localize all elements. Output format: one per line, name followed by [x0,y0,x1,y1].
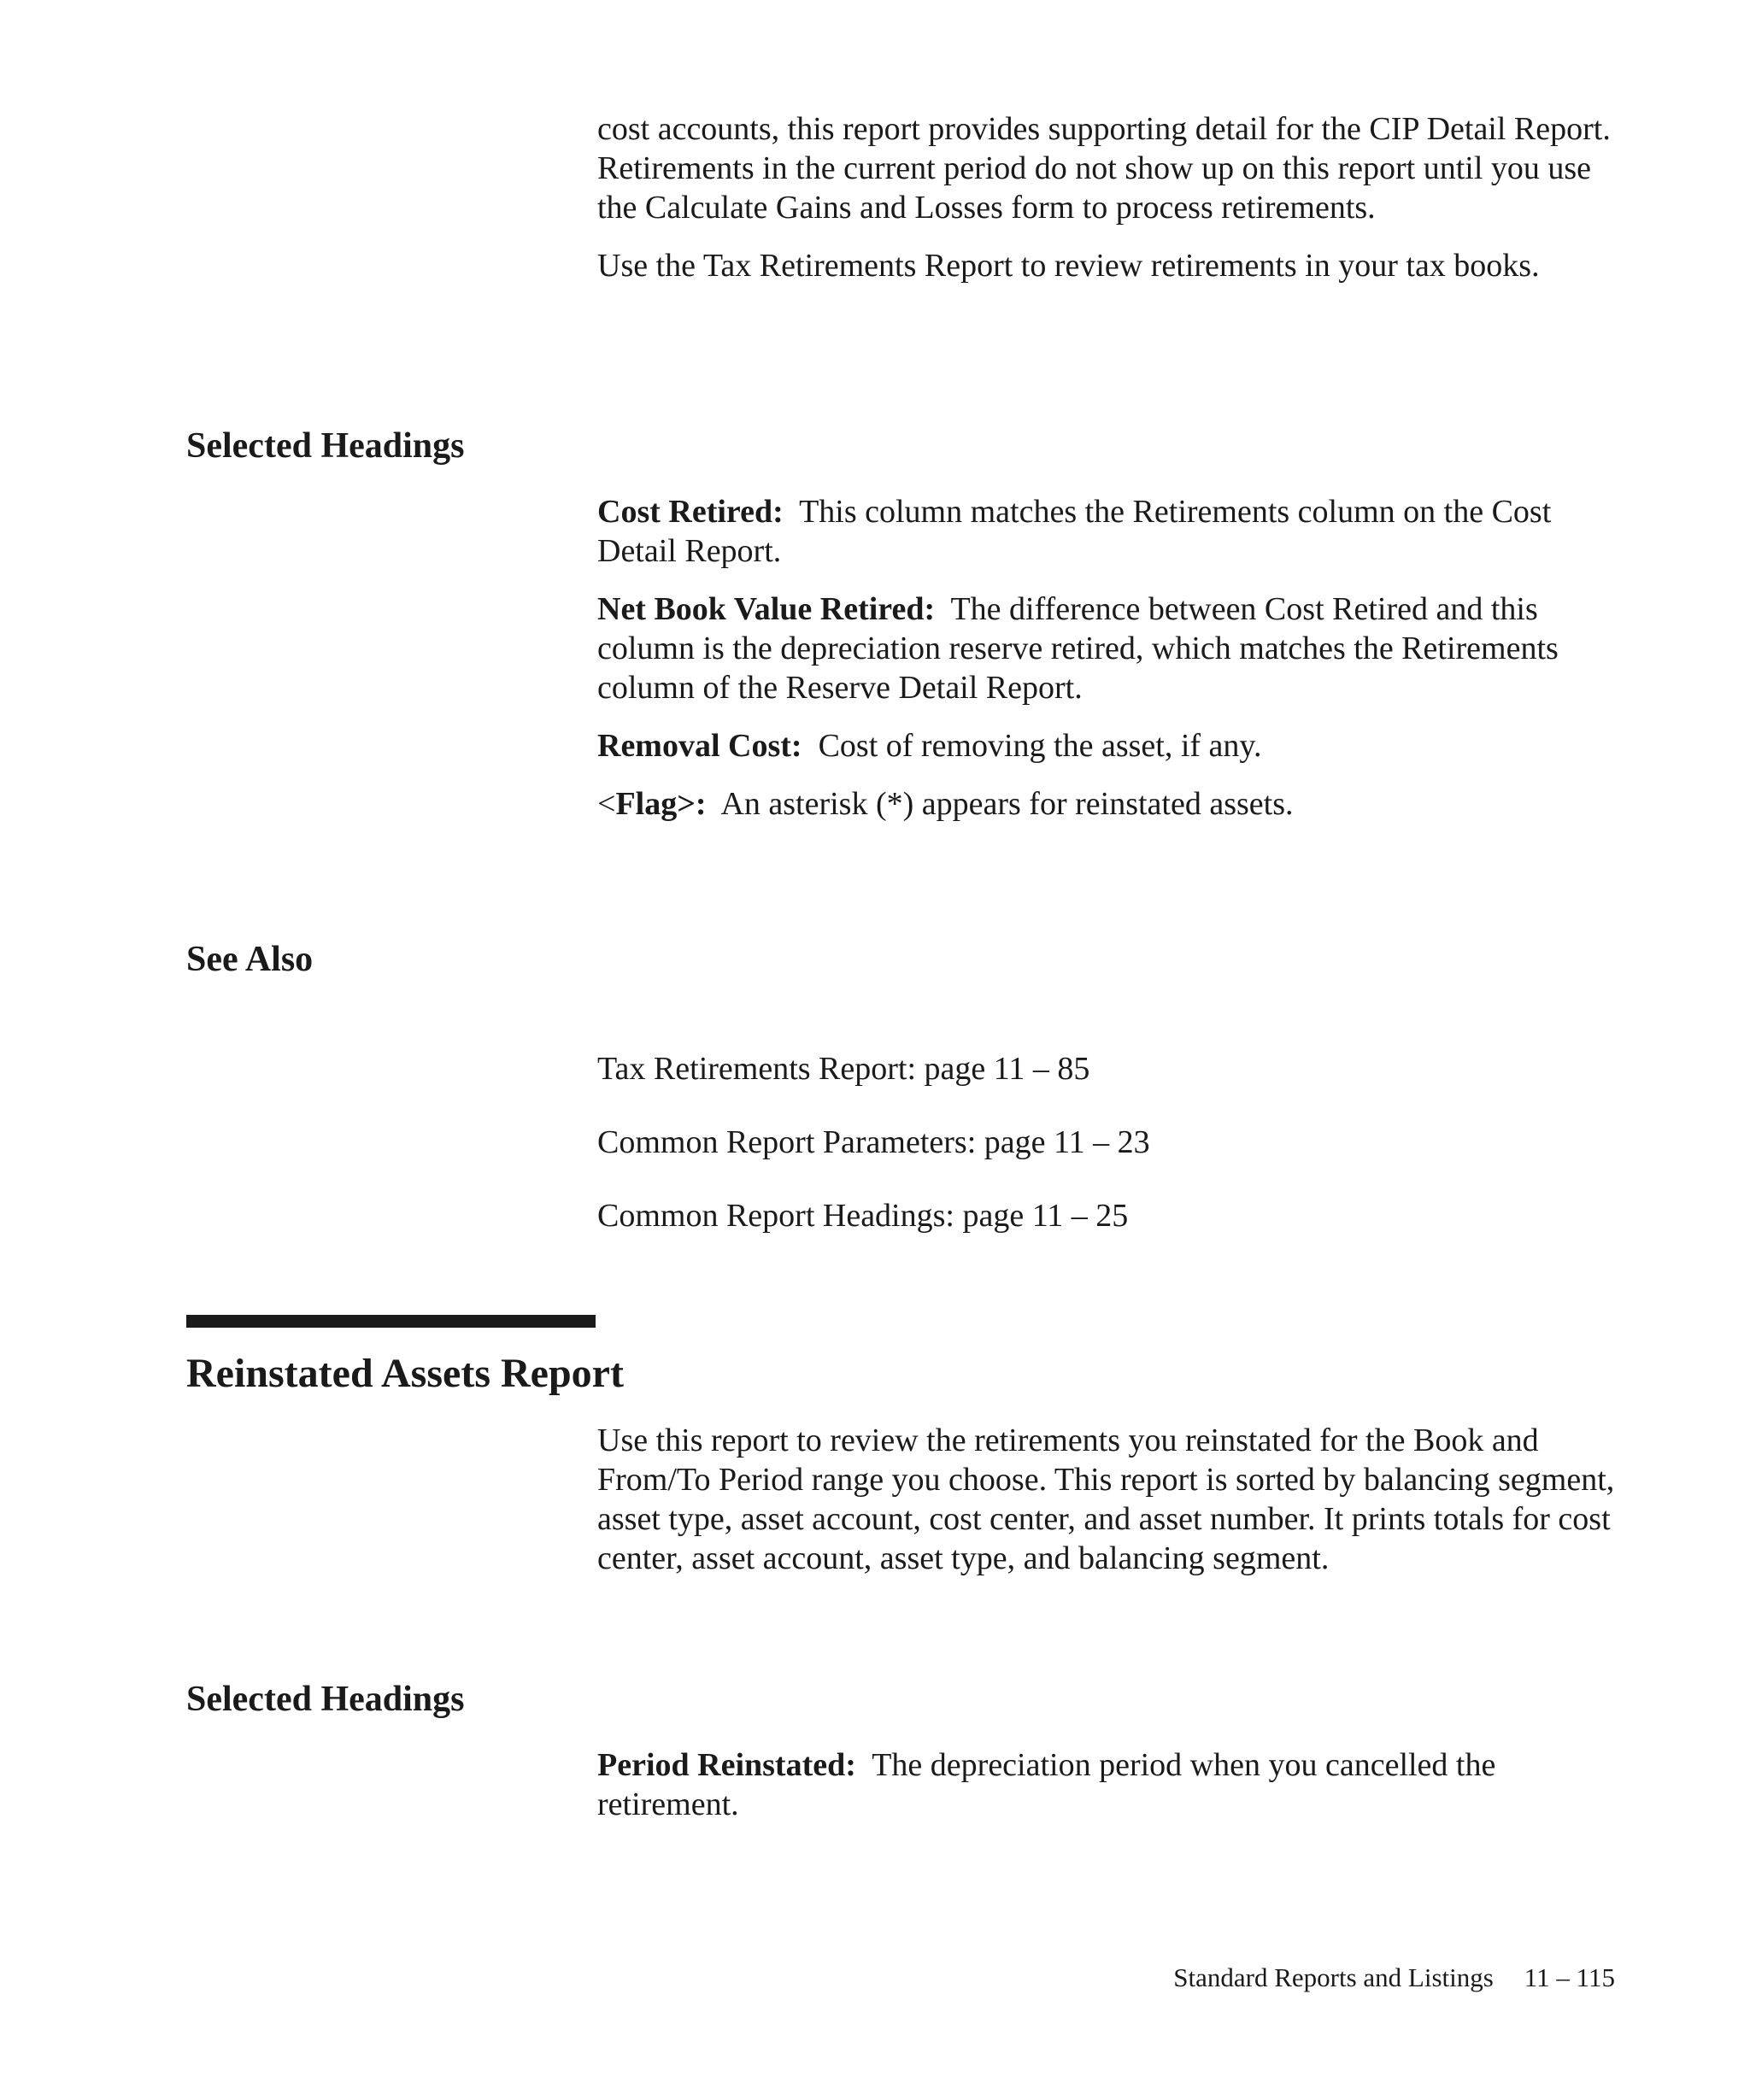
selected-headings-heading-2: Selected Headings [186,1680,465,1719]
reinstated-description: Use this report to review the retirements you reinstated for the Book and From/To Period range you choose. This report is sorted by balancing segment, asset type, asset account, cost center, and asset number. It prints totals for cost center, asset account, asset type, and balancing segment. [597,1422,1615,1576]
selected-headings-list-2 [597,1745,1623,1843]
section-title: Reinstated Assets Report [186,1351,624,1396]
selected-headings-list [597,492,1623,842]
heading-item-cost-retired [597,492,1623,571]
see-also-link-tax-retirements[interactable]: Tax Retirements Report: page 11 – 85 [597,1051,1090,1087]
term-removal-cost: Removal Cost: [597,728,802,764]
term-period-reinstated: Period Reinstated: [597,1747,856,1783]
definition-period-reinstated: The depreciation period when you cancelled the retirement. [597,1747,1496,1822]
intro-paragraph: cost accounts, this report provides supporting detail for the CIP Detail Report. Retirements in the current period do not show up on this report until you use the Calculate Gains and Losses form to process retirements. [597,111,1611,226]
heading-item-flag [597,784,1623,824]
selected-headings-heading: Selected Headings [186,426,465,466]
intro-paragraph-tax: Use the Tax Retirements Report to review retirements in your tax books. [597,248,1540,284]
see-also-link-report-parameters[interactable]: Common Report Parameters: page 11 – 23 [597,1124,1150,1160]
definition-cost-retired: This column matches the Retirements column on the Cost Detail Report. [597,494,1552,569]
definition-nbv-retired: The difference between Cost Retired and this column is the depreciation reserve retired, which matches the Retirements column of the Reserve Detail Report. [597,591,1559,706]
term-flag-suffix: >: [677,786,707,822]
section-divider [186,1315,596,1328]
term-nbv-retired: Net Book Value Retired: [597,591,936,627]
term-flag: Flag [615,786,678,822]
see-also-list [597,1049,1623,1270]
heading-item-removal-cost [597,726,1623,766]
term-flag-prefix: < [597,786,616,822]
term-cost-retired: Cost Retired: [597,494,784,530]
intro-section [597,109,1623,304]
footer-book-title: Standard Reports and Listings [1173,1962,1494,1992]
heading-item-period-reinstated [597,1745,1623,1824]
footer-page-number: 11 – 115 [1524,1962,1615,1992]
definition-removal-cost: Cost of removing the asset, if any. [818,728,1262,764]
definition-flag: An asterisk (*) appears for reinstated assets. [720,786,1294,822]
page-footer [1173,1962,1615,1994]
see-also-heading: See Also [186,940,314,979]
see-also-link-report-headings[interactable]: Common Report Headings: page 11 – 25 [597,1198,1129,1234]
reinstated-description-block [597,1421,1623,1597]
heading-item-nbv-retired [597,590,1623,707]
